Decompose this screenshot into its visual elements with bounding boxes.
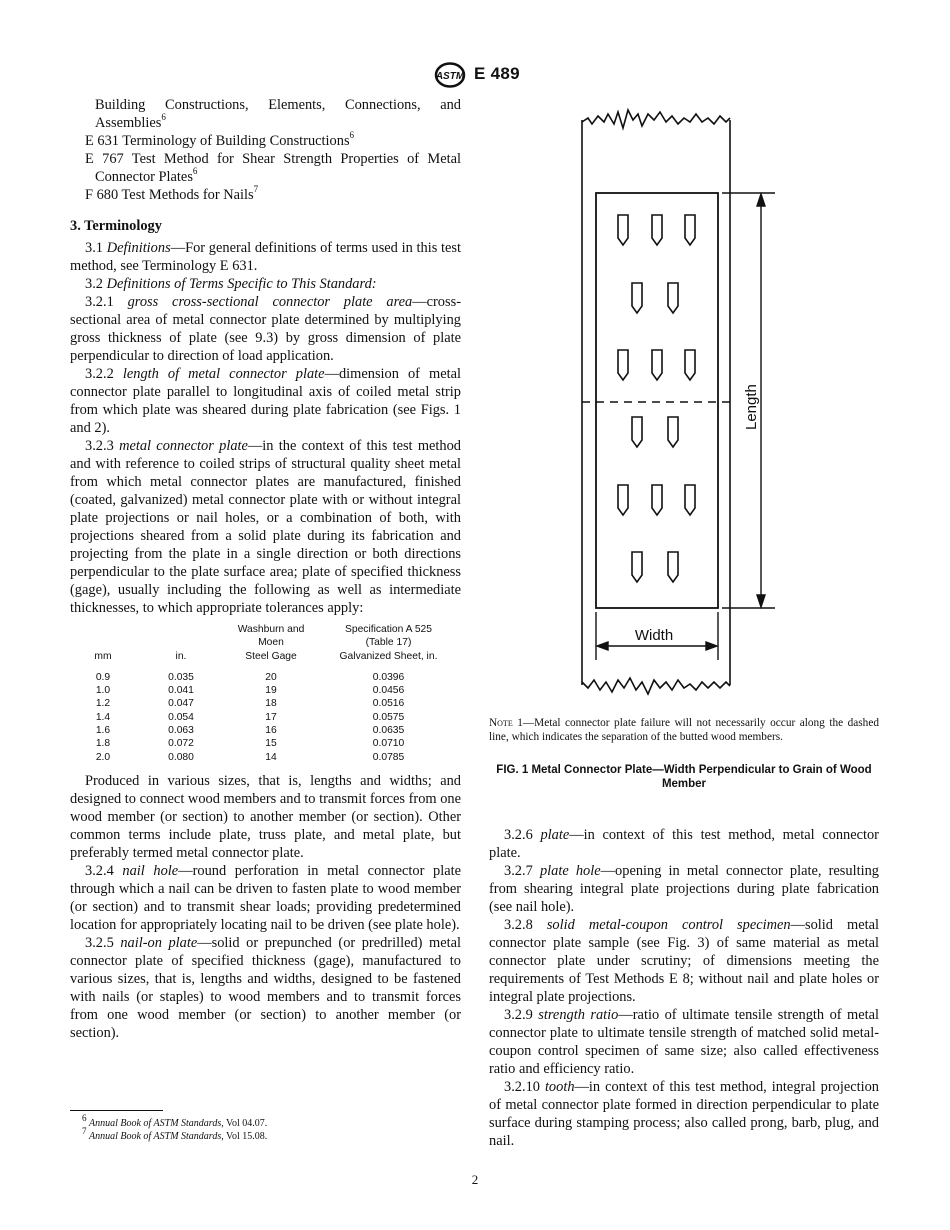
plate-tooth bbox=[685, 485, 695, 515]
table-cell: 19 bbox=[265, 685, 277, 697]
page-header bbox=[0, 62, 950, 92]
table-header: mm bbox=[94, 650, 112, 662]
plate-tooth bbox=[652, 485, 662, 515]
plate-tooth bbox=[652, 350, 662, 380]
table-row bbox=[70, 711, 461, 724]
plate-tooth bbox=[685, 350, 695, 380]
plate-tooth bbox=[618, 485, 628, 515]
astm-logo-text: ASTM bbox=[435, 71, 465, 82]
reference-item: E 631 Terminology of Building Constructions$^6$ bbox=[85, 130, 355, 149]
definition-paragraph: 3.2.2 length of metal connector plate—dimension of metal connector plate parallel to longitudinal axis of coiled metal strip from which plate was sheared during plate fabrication (see Figs. 1 and 2). bbox=[70, 366, 462, 436]
table-cell: 0.035 bbox=[168, 671, 194, 683]
table-cell: 0.072 bbox=[168, 738, 194, 750]
footnote: $^6$ Annual Book of ASTM Standards, Vol 04.07. bbox=[82, 1112, 268, 1129]
table-cell: 15 bbox=[265, 738, 277, 750]
table-row bbox=[70, 671, 461, 684]
table-cell: 18 bbox=[265, 698, 277, 710]
definition-paragraph: 3.2 Definitions of Terms Specific to This Standard: bbox=[85, 276, 377, 292]
table-cell: 20 bbox=[265, 671, 277, 683]
length-label: Length bbox=[743, 384, 760, 430]
table-cell: 16 bbox=[265, 725, 277, 737]
table-cell: 17 bbox=[265, 711, 277, 723]
wood-member-bottom-break bbox=[582, 678, 730, 694]
table-header: Washburn and bbox=[237, 624, 305, 635]
table-row bbox=[70, 697, 461, 710]
table-header: Galvanized Sheet, in. bbox=[339, 650, 438, 662]
table-cell: 0.0575 bbox=[372, 711, 405, 723]
figure-1-diagram bbox=[560, 100, 800, 700]
table-cell: 0.041 bbox=[168, 685, 194, 697]
table-cell: 0.054 bbox=[168, 711, 194, 723]
table-row bbox=[70, 751, 461, 764]
definition-paragraph: 3.2.8 solid metal-coupon control specimen—solid metal connector plate sample (see Fig. 3) of same material as metal connector plate under scrutiny; of dimensions meeting the requirements of Test Methods E 8; without nail and plate holes or integral plate projections. bbox=[489, 917, 879, 1005]
section-heading: 3. Terminology bbox=[70, 218, 162, 234]
definition-paragraph: 3.1 Definitions—For general definitions of terms used in this test method, see Terminology E 631. bbox=[70, 240, 461, 274]
figure-caption: FIG. 1 Metal Connector Plate—Width Perpendicular to Grain of Wood Member bbox=[496, 764, 872, 790]
table-cell: 0.0516 bbox=[372, 698, 405, 710]
definition-paragraph: 3.2.10 tooth—in context of this test method, integral projection of metal connector plate formed in direction perpendicular to plate surface during stamping process; also called prong, barb, plug, and nail. bbox=[489, 1079, 879, 1149]
wood-member-top-break bbox=[582, 110, 730, 128]
connector-plate bbox=[596, 193, 718, 608]
definition-paragraph: 3.2.4 nail hole—round perforation in metal connector plate through which a nail can be driven to fasten plate to wood member (or section) and to transmit shear loads; providing predetermined location for appropriately locating nail to be driven (see plate hole). bbox=[70, 862, 461, 933]
figure-note: Note 1—Metal connector plate failure will not necessarily occur along the dashed line, which indicates the separation of the butted wood members. bbox=[489, 717, 879, 743]
table-header: Steel Gage bbox=[245, 650, 297, 662]
table-cell: 1.8 bbox=[95, 738, 111, 750]
table-row bbox=[70, 737, 461, 750]
plate-tooth bbox=[668, 283, 678, 313]
reference-item: E 767 Test Method for Shear Strength Properties of Metal Connector Plates$^6$ bbox=[85, 151, 461, 185]
plate-tooth bbox=[618, 215, 628, 245]
right-column bbox=[489, 826, 879, 1150]
plate-tooth bbox=[652, 215, 662, 245]
table-cell: 0.080 bbox=[168, 751, 194, 763]
table-cell: 14 bbox=[265, 751, 277, 763]
table-header: Moen bbox=[258, 637, 284, 649]
teeth-group bbox=[618, 215, 695, 582]
definition-paragraph: 3.2.5 nail-on plate—solid or prepunched (or predrilled) metal connector plate of specified thickness (gage), manufactured to various sizes, that is, lengths and widths, designed to be fastened with nails (or staples) to wood members and to transmit forces from one wood member (or section) to another member (or section). bbox=[70, 934, 461, 1041]
definition-paragraph: Produced in various sizes, that is, lengths and widths; and designed to connect wood members and to transmit forces from one wood member (or section) to another member (or section). Other common terms include plate, truss plate, and metal plate, but preferably termed metal connector plate. bbox=[70, 772, 461, 861]
table-cell: 2.0 bbox=[95, 751, 111, 763]
designation: E 489 bbox=[474, 64, 520, 83]
table-header: (Table 17) bbox=[365, 637, 412, 649]
table-row bbox=[70, 724, 461, 737]
table-cell: 1.0 bbox=[95, 685, 111, 697]
reference-item: F 680 Test Methods for Nails$^7$ bbox=[85, 184, 259, 203]
definition-paragraph: 3.2.7 plate hole—opening in metal connector plate, resulting from shearing integral plate projections during plate fabrication (see nail hole). bbox=[489, 863, 879, 915]
reference-item: Building Constructions, Elements, Connections, and Assemblies$^6$ bbox=[95, 97, 461, 131]
astm-logo bbox=[432, 62, 468, 88]
table-cell: 0.0635 bbox=[372, 725, 405, 737]
definition-paragraph: 3.2.9 strength ratio—ratio of ultimate tensile strength of metal connector plate to ultimate tensile strength of matched solid metal-coupon control specimen of same size; also called effectiveness ratio and efficiency ratio. bbox=[489, 1007, 879, 1077]
footnotes bbox=[70, 1112, 461, 1143]
plate-tooth bbox=[668, 552, 678, 582]
left-column bbox=[70, 96, 461, 1042]
definition-paragraph: 3.2.6 plate—in context of this test method, metal connector plate. bbox=[489, 827, 879, 861]
footnote-rule bbox=[70, 1110, 163, 1111]
page-number: 2 bbox=[471, 1172, 479, 1187]
table-cell: 0.9 bbox=[95, 671, 111, 683]
table-header: in. bbox=[175, 650, 187, 662]
definition-paragraph: 3.2.3 metal connector plate—in the context of this test method and with reference to coiled strips of structural quality sheet metal from which metal connector plates are manufactured, finished (coated, galvanized) metal connector plate with or without integral plate projections or nail holes, or a combination of both, with projections sheared from a solid plate during its fabrication and projecting from the plate in a single direction or both directions perpendicular to the plate surface area; plate of specified thickness (gage), usually including the following as well as intermediate thicknesses, to which appropriate tolerances apply: bbox=[70, 438, 461, 616]
table-header: Specification A 525 bbox=[344, 624, 432, 635]
table-cell: 0.063 bbox=[168, 725, 194, 737]
table-cell: 0.0785 bbox=[372, 751, 405, 763]
width-label: Width bbox=[634, 627, 674, 644]
plate-tooth bbox=[632, 417, 642, 447]
table-row bbox=[70, 684, 461, 697]
definition-paragraph: 3.2.1 gross cross-sectional connector plate area—cross-sectional area of metal connector plate determined by multiplying gross thickness of plate (see 9.3) by gross dimension of plate perpendicular to direction of load application. bbox=[70, 294, 461, 364]
table-cell: 0.0396 bbox=[372, 671, 405, 683]
table-cell: 1.4 bbox=[95, 711, 111, 723]
gage-table bbox=[70, 623, 461, 764]
table-cell: 1.2 bbox=[95, 698, 111, 710]
table-cell: 1.6 bbox=[95, 725, 111, 737]
table-cell: 0.0710 bbox=[372, 738, 405, 750]
table-cell: 0.047 bbox=[168, 698, 194, 710]
plate-tooth bbox=[668, 417, 678, 447]
table-cell: 0.0456 bbox=[372, 685, 405, 697]
footnote: $^7$ Annual Book of ASTM Standards, Vol 15.08. bbox=[82, 1125, 268, 1142]
plate-tooth bbox=[685, 215, 695, 245]
plate-tooth bbox=[618, 350, 628, 380]
plate-tooth bbox=[632, 552, 642, 582]
plate-tooth bbox=[632, 283, 642, 313]
